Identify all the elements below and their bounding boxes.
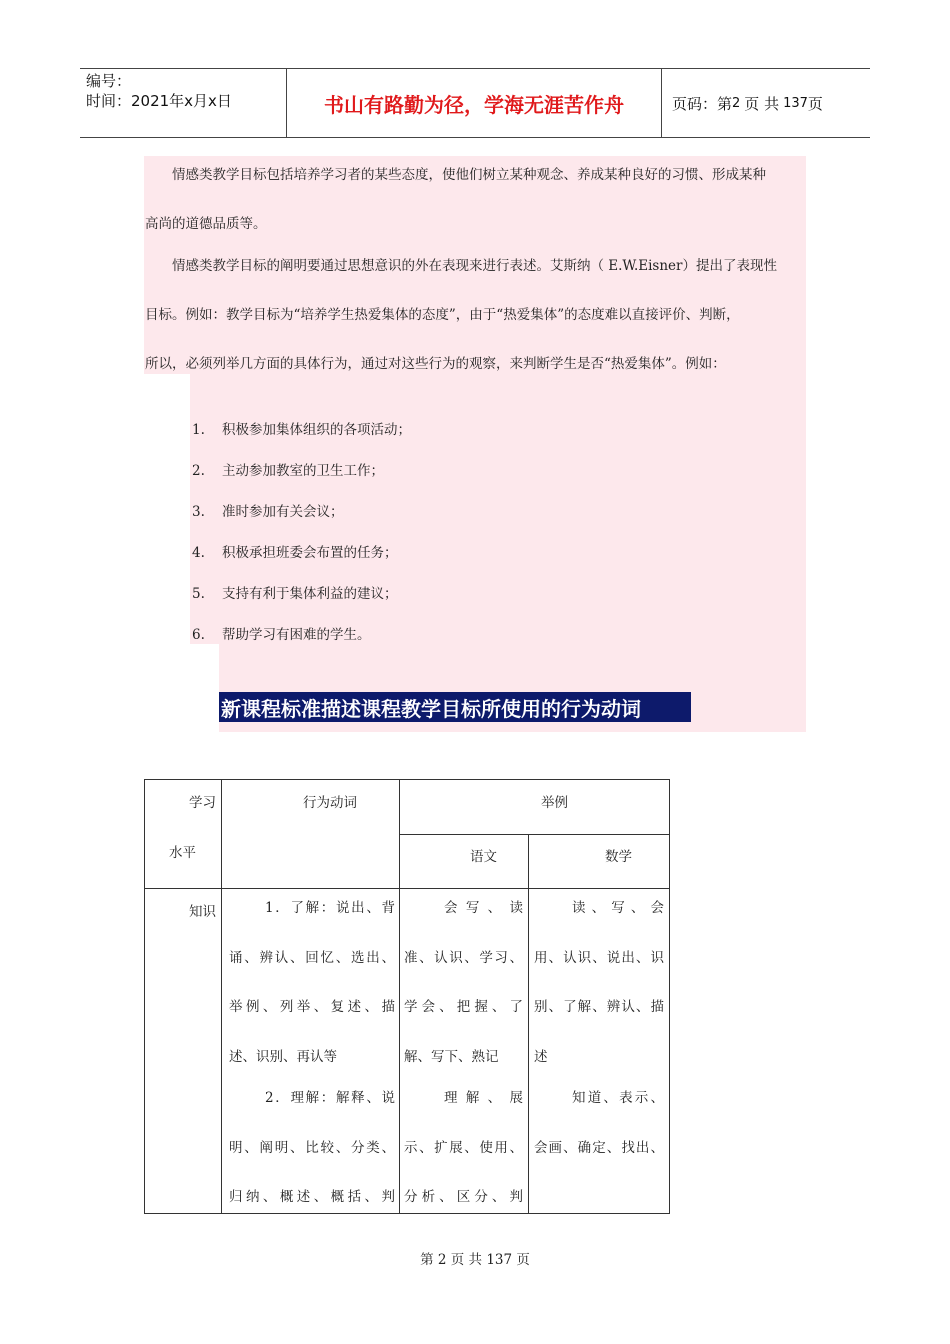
paragraph-1-line-2: 高尚的道德品质等。 bbox=[145, 216, 267, 232]
table-divider bbox=[399, 834, 669, 835]
header-motto: 书山有路勤为径，学海无涯苦作舟 bbox=[287, 69, 662, 137]
verbs-table bbox=[144, 779, 670, 1214]
header-math: 数学 bbox=[605, 849, 632, 865]
page-mid: 页 共 bbox=[744, 94, 780, 113]
footer-total: 137 bbox=[486, 1252, 513, 1268]
header-verbs: 行为动词 bbox=[303, 795, 357, 811]
paragraph-2-line-2: 目标。例如：教学目标为“培养学生热爱集体的态度”，由于“热爱集体”的态度难以直接评价、判断， bbox=[145, 307, 740, 323]
footer-suffix: 页 bbox=[516, 1252, 530, 1268]
paragraph-2-line-3: 所以，必须列举几方面的具体行为，通过对这些行为的观察，来判断学生是否“热爱集体”。例如： bbox=[145, 356, 726, 372]
footer-page: 2 bbox=[437, 1252, 447, 1268]
page-number: 2 bbox=[732, 95, 741, 111]
header-meta bbox=[80, 69, 287, 137]
section-heading: 新课程标准描述课程教学目标所使用的行为动词 bbox=[219, 692, 691, 722]
chinese-cell: 会写、读 准、认识、学习、 学会、把握、了 解、写下、熟记 理解、展 示、扩展、使用、 分析、区分、判 bbox=[404, 900, 523, 1205]
list-item: 3. 准时参加有关会议； bbox=[192, 504, 344, 520]
verbs-cell: 1．了解：说出、背 诵、辨认、回忆、选出、 举例、列举、复述、描 述、识别、再认等 2．理解：解释、说 明、阐明、比较、分类、 归纳、概述、概括、判 bbox=[229, 900, 395, 1205]
list-item: 6. 帮助学习有困难的学生。 bbox=[192, 627, 371, 643]
date-label: 时间：2021年x月x日 bbox=[86, 92, 232, 110]
list-item: 1. 积极参加集体组织的各项活动； bbox=[192, 422, 411, 438]
number-label: 编号： bbox=[86, 72, 132, 90]
header-examples: 举例 bbox=[541, 795, 568, 811]
header-level-1: 学习 bbox=[189, 795, 216, 811]
header-page-info bbox=[662, 69, 870, 137]
list-item: 2. 主动参加教室的卫生工作； bbox=[192, 463, 384, 479]
table-divider bbox=[528, 834, 529, 1213]
paragraph-2-line-1: 情感类教学目标的阐明要通过思想意识的外在表现来进行表述。艾斯纳（ E.W.Eisner）提出了表现性 bbox=[172, 258, 777, 274]
list-item: 5. 支持有利于集体利益的建议； bbox=[192, 586, 398, 602]
table-divider bbox=[221, 780, 222, 1213]
math-cell: 读、写、会 用、认识、说出、识 别、了解、辨认、描 述 知道、表示、 会画、确定、找出、 bbox=[534, 900, 664, 1156]
row-level-knowledge: 知识 bbox=[189, 904, 216, 920]
paragraph-1-line-1: 情感类教学目标包括培养学习者的某些态度，使他们树立某种观念、养成某种良好的习惯、形成某种 bbox=[172, 167, 766, 183]
page-total: 137 bbox=[783, 95, 808, 111]
page-footer bbox=[0, 1248, 950, 1268]
header-chinese: 语文 bbox=[470, 849, 497, 865]
footer-prefix: 第 bbox=[420, 1252, 434, 1268]
header-level-2: 水平 bbox=[169, 845, 196, 861]
table-divider bbox=[399, 780, 400, 1213]
page-header bbox=[80, 68, 870, 138]
list-item: 4. 积极承担班委会布置的任务； bbox=[192, 545, 398, 561]
page-end: 页 bbox=[807, 94, 823, 113]
footer-mid: 页 共 bbox=[450, 1252, 483, 1268]
page-label: 页码：第 bbox=[672, 94, 733, 113]
